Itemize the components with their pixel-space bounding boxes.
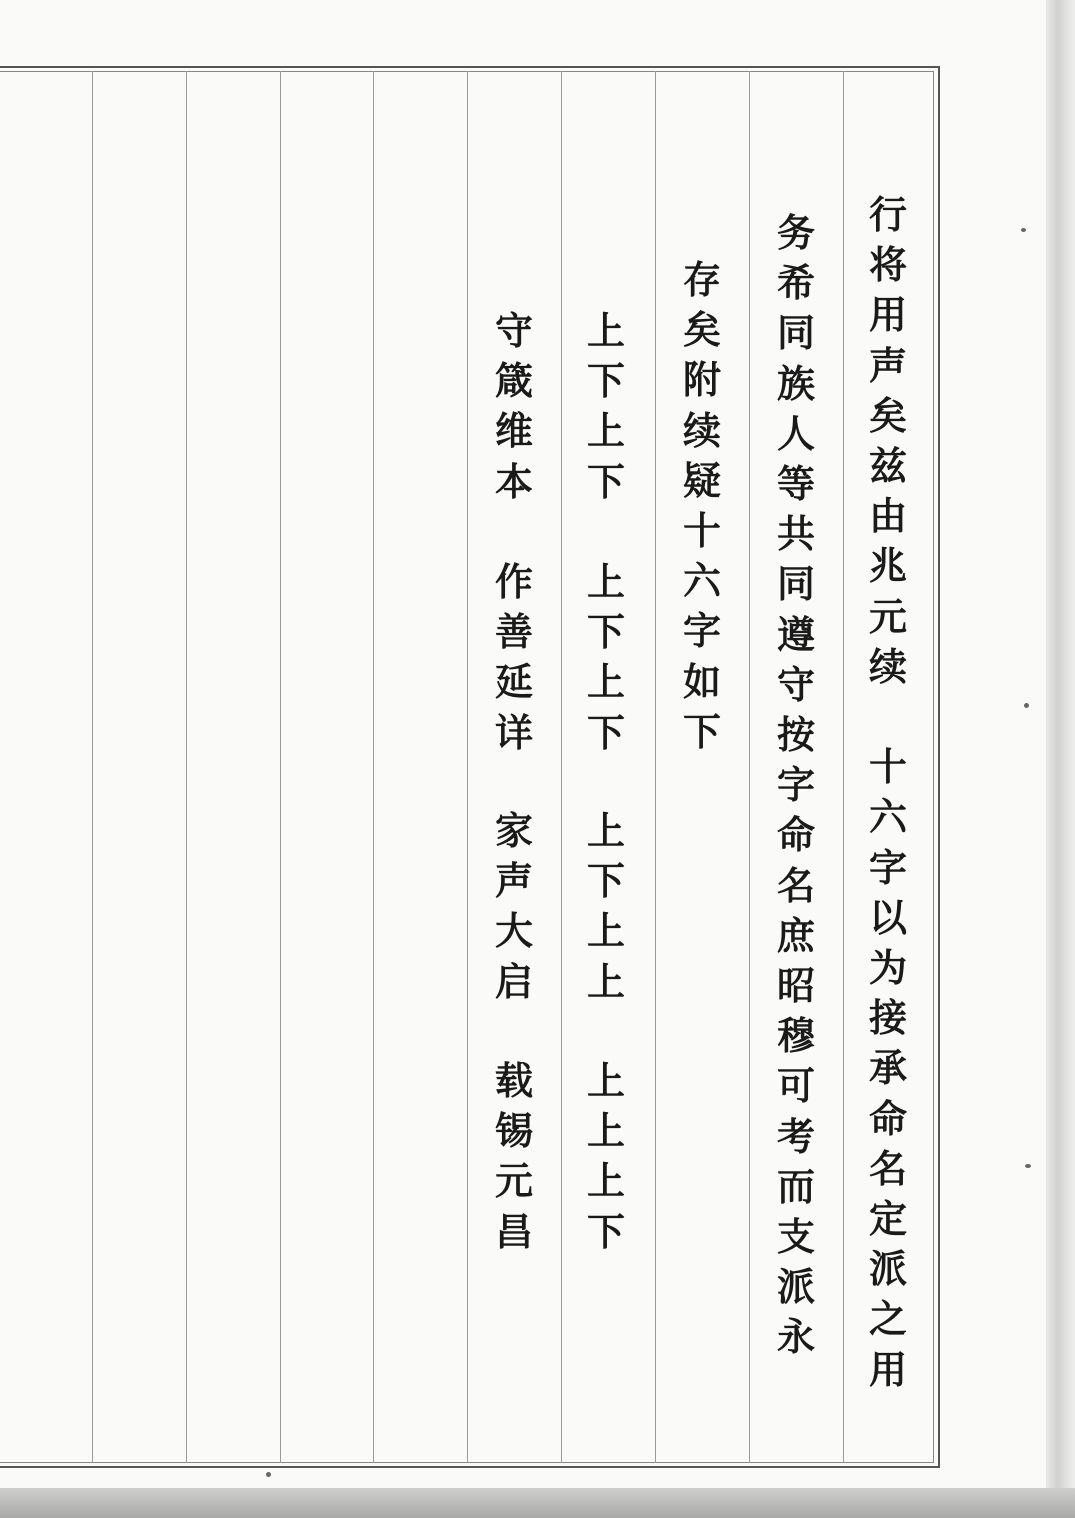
text-column-3: 存 矣 附 续 疑 十 六 字 如 下 bbox=[682, 257, 721, 754]
column-rule bbox=[561, 71, 562, 1463]
column-rule bbox=[749, 71, 750, 1463]
column-rule bbox=[843, 71, 844, 1463]
scan-speck bbox=[266, 1472, 271, 1477]
text-column-2: 务 希 同 族 人 等 共 同 遵 守 按 字 命 名 庶 昭 穆 可 考 而 支 派 永 bbox=[776, 210, 815, 1360]
text-column-4-part-2: 上 下 上 下 bbox=[586, 559, 625, 755]
text-column-4-part-1: 上 下 上 下 bbox=[586, 308, 625, 504]
scan-speck bbox=[1025, 1164, 1031, 1168]
column-rule bbox=[186, 71, 187, 1463]
text-column-1: 行 将 用 声 矣 兹 由 兆 元 续 十 六 字 以 为 接 承 命 名 定 派 之 用 bbox=[868, 192, 907, 1392]
page-edge bbox=[1046, 0, 1075, 1518]
column-rule bbox=[92, 71, 93, 1463]
text-column-5-part-3: 家 声 大 启 bbox=[494, 808, 533, 1004]
scan-speck bbox=[1024, 703, 1029, 708]
text-column-5-part-2: 作 善 延 详 bbox=[494, 559, 533, 755]
column-rule bbox=[655, 71, 656, 1463]
text-column-4-part-3: 上 下 上 上 bbox=[586, 808, 625, 1004]
text-column-4-part-4: 上 上 上 下 bbox=[586, 1058, 625, 1254]
scan-bottom-shadow bbox=[0, 1488, 1075, 1518]
column-rule bbox=[373, 71, 374, 1463]
text-column-5-part-4: 载 锡 元 昌 bbox=[494, 1058, 533, 1254]
column-rule bbox=[467, 71, 468, 1463]
text-column-5-part-1: 守 箴 维 本 bbox=[494, 308, 533, 504]
scan-speck bbox=[1021, 228, 1026, 232]
column-rule bbox=[280, 71, 281, 1463]
